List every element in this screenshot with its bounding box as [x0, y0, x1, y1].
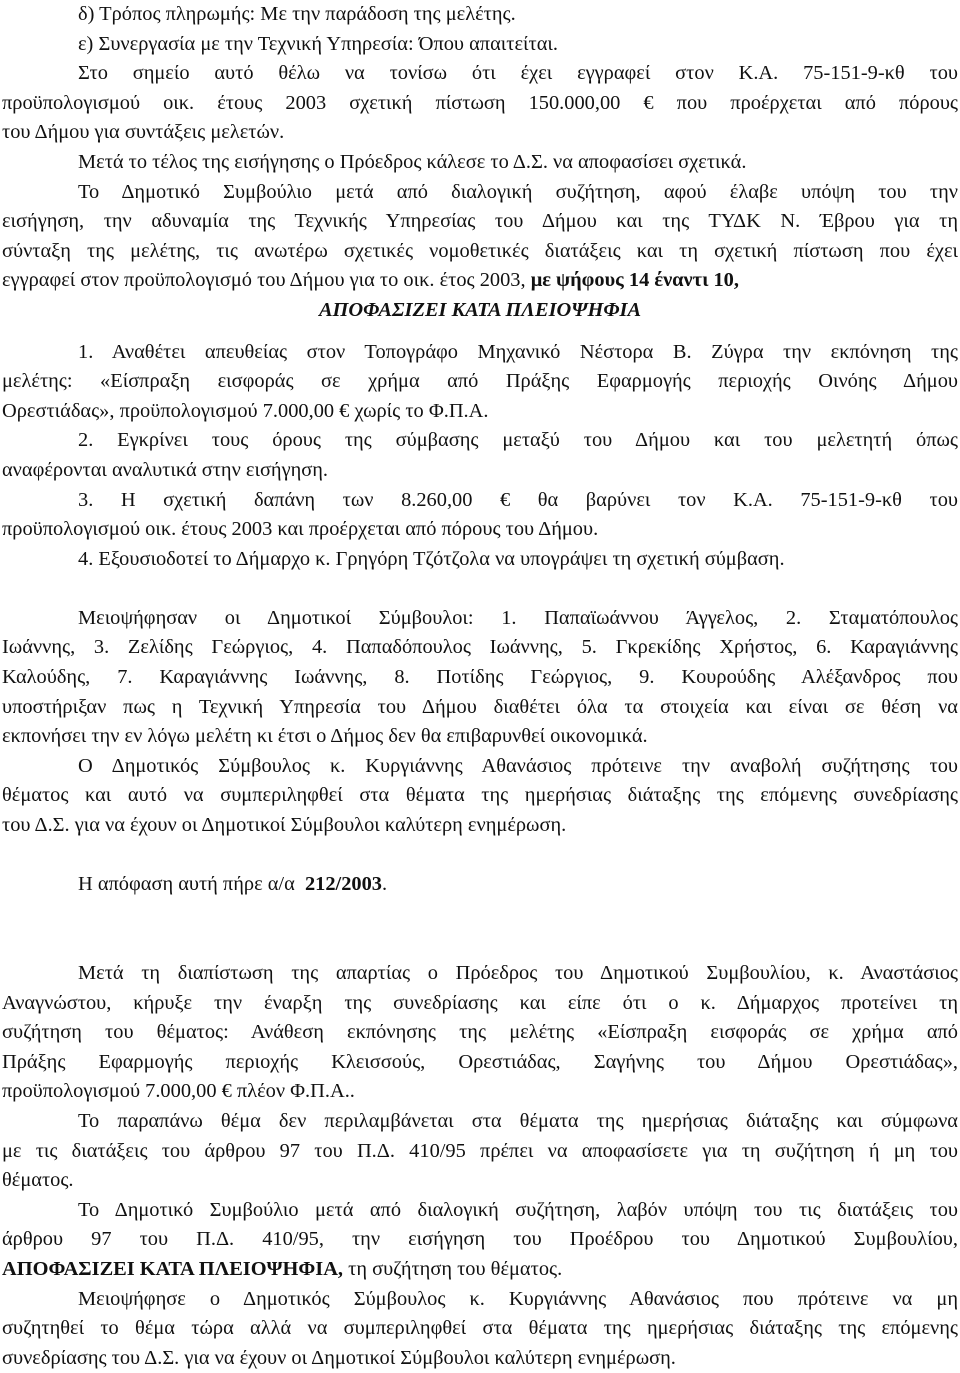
- line: συζήτηση του θέματος: Ανάθεση εκπόνησης της μελέτης «Είσπραξη εισφοράς σε χρήμα από: [2, 1021, 958, 1044]
- line: [2, 1255, 958, 1285]
- line: Το Δημοτικό Συμβούλιο μετά από διαλογική συζήτηση, αφού έλαβε υπόψη του την: [78, 180, 958, 203]
- line: Μειοψήφησε ο Δημοτικός Σύμβουλος κ. Κυργιάννης Αθανάσιος που πρότεινε να μη: [78, 1287, 958, 1310]
- line: σύνταξη της μελέτης, τις ανωτέρω σχετικές νομοθετικές διατάξεις και τη σχετική πίστωση που έχει: [2, 239, 958, 262]
- line: Στο σημείο αυτό θέλω να τονίσω ότι έχει εγγραφεί στον Κ.Α. 75-151-9-κθ του: [78, 62, 958, 85]
- line: 3. Η σχετική δαπάνη των 8.260,00 € θα βαρύνει τον Κ.Α. 75-151-9-κθ του: [78, 488, 958, 511]
- line: Ορεστιάδας», προϋπολογισμού 7.000,00 € χωρίς το Φ.Π.Α.: [2, 399, 489, 422]
- line: θέματος.: [2, 1169, 74, 1192]
- line-text: τη συζήτηση του θέματος.: [343, 1257, 563, 1280]
- line: [2, 266, 958, 296]
- line: Καλούδης, 7. Καραγιάννης Ιωάννης, 8. Ποτίδης Γεώργιος, 9. Κουρούδης Αλέξανδρος που: [2, 666, 958, 689]
- line: του Δήμου για συντάξεις μελετών.: [2, 121, 285, 144]
- decision-heading-inline: ΑΠΟΦΑΣΙΖΕΙ ΚΑΤΑ ΠΛΕΙΟΨΗΦΙΑ,: [2, 1257, 344, 1280]
- line: Αναγνώστου, κήρυξε την έναρξη της συνεδρίασης και είπε ότι ο κ. Δήμαρχος προτείνει τη: [2, 991, 958, 1014]
- line: Μετά τη διαπίστωση της απαρτίας ο Πρόεδρος του Δημοτικού Συμβουλίου, κ. Αναστάσιος: [78, 962, 958, 984]
- line: του Δ.Σ. για να έχουν οι Δημοτικοί Σύμβουλοι καλύτερη ενημέρωση.: [2, 814, 567, 837]
- line-text: .: [382, 873, 388, 896]
- decision-heading: ΑΠΟΦΑΣΙΖΕΙ ΚΑΤΑ ΠΛΕΙΟΨΗΦΙΑ: [318, 298, 642, 321]
- line-text: εγγραφεί στον προϋπολογισμό του Δήμου για το οικ. έτος 2003,: [2, 269, 526, 292]
- document-page: [2, 0, 958, 1373]
- line: θέματος και αυτό να συμπεριληφθεί στα θέματα της ημερήσιας διάταξης της επόμενης συνεδρίασης: [2, 784, 958, 807]
- line: ε) Συνεργασία με την Τεχνική Υπηρεσία: Όπου απαιτείται.: [78, 32, 558, 55]
- line: Το παραπάνω θέμα δεν περιλαμβάνεται στα θέματα της ημερήσιας διάταξης και σύμφωνα: [78, 1109, 958, 1132]
- line: Μετά το τέλος της εισήγησης ο Πρόεδρος κάλεσε το Δ.Σ. να αποφασίσει σχετικά.: [78, 150, 747, 173]
- line-text: Η απόφαση αυτή πήρε α/α: [78, 873, 295, 896]
- line: άρθρου 97 του Π.Δ. 410/95, την εισήγηση του Προέδρου του Δημοτικού Συμβουλίου,: [2, 1228, 958, 1251]
- vote-count: με ψήφους 14 έναντι 10,: [530, 269, 739, 292]
- line: προϋπολογισμού οικ. έτους 2003 σχετική πίστωση 150.000,00 € που προέρχεται από πόρους: [2, 91, 958, 114]
- line: προϋπολογισμού οικ. έτους 2003 και προέρχεται από πόρους του Δήμου.: [2, 518, 599, 541]
- line: δ) Τρόπος πληρωμής: Με την παράδοση της μελέτης.: [78, 3, 516, 25]
- line: 1. Αναθέτει απευθείας στον Τοπογράφο Μηχανικό Νέστορα Β. Ζύγρα την εκπόνηση της: [78, 340, 958, 363]
- line: εκπονήσει την εν λόγω μελέτη κι έτσι ο Δήμος δεν θα επιβαρυνθεί οικονομικά.: [2, 725, 648, 748]
- line: Ιωάννης, 3. Ζελίδης Γεώργιος, 4. Παπαδόπουλος Ιωάννης, 5. Γκρεκίδης Χρήστος, 6. Καραγιάννης: [2, 636, 958, 659]
- line: εισήγηση, την αδυναμία της Τεχνικής Υπηρεσίας του Δήμου και της ΤΥΔΚ Ν. Έβρου για τη: [2, 210, 958, 233]
- line: υποστήριξαν πως η Τεχνική Υπηρεσία του Δήμου διαθέτει όλα τα στοιχεία και είναι σε θέση να: [2, 695, 958, 718]
- line: Το Δημοτικό Συμβούλιο μετά από διαλογική συζήτηση, λαβόν υπόψη του τις διατάξεις του: [78, 1198, 958, 1221]
- line: με τις διατάξεις του άρθρου 97 του Π.Δ. 410/95 πρέπει να αποφασίσετε για τη συζήτηση ή μη του: [2, 1139, 958, 1162]
- line: συζητηθεί το θέμα τώρα αλλά να συμπεριληφθεί στα θέματα της ημερήσιας διάταξης της επόμενης: [2, 1317, 958, 1340]
- decision-number: 212/2003: [304, 873, 383, 896]
- line: 2. Εγκρίνει τους όρους της σύμβασης μεταξύ του Δήμου και του μελετητή όπως: [78, 429, 958, 452]
- line: συνεδρίασης του Δ.Σ. για να έχουν οι Δημοτικοί Σύμβουλοι καλύτερη ενημέρωση.: [2, 1346, 676, 1369]
- line: 4. Εξουσιοδοτεί το Δήμαρχο κ. Γρηγόρη Τζότζολα να υπογράψει τη σχετική σύμβαση.: [78, 547, 785, 570]
- line: Πράξης Εφαρμογής περιοχής Κλεισσούς, Ορεστιάδας, Σαγήνης του Δήμου Ορεστιάδας»,: [2, 1050, 958, 1073]
- line: Ο Δημοτικός Σύμβουλος κ. Κυργιάννης Αθανάσιος πρότεινε την αναβολή συζήτησης του: [78, 754, 958, 777]
- decision-number-line: [2, 870, 958, 900]
- line: μελέτης: «Είσπραξη εισφοράς σε χρήμα από Πράξης Εφαρμογής περιοχής Οινόης Δήμου: [2, 370, 958, 393]
- line: αναφέρονται αναλυτικά στην εισήγηση.: [2, 458, 329, 481]
- line: προϋπολογισμού 7.000,00 € πλέον Φ.Π.Α..: [2, 1080, 355, 1103]
- line: Μειοψήφησαν οι Δημοτικοί Σύμβουλοι: 1. Παπαϊωάννου Άγγελος, 2. Σταματόπουλος: [78, 606, 958, 629]
